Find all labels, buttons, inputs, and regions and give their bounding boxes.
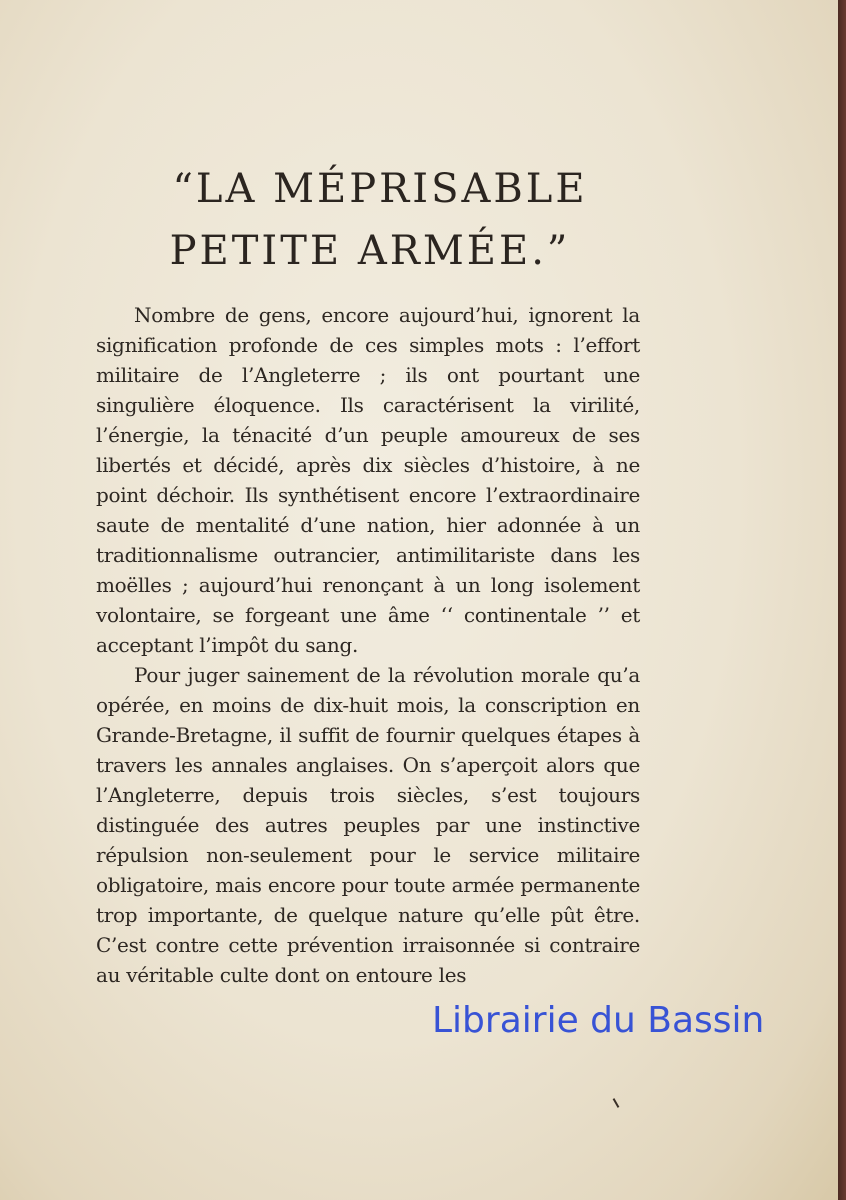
bookseller-watermark: Librairie du Bassin	[432, 1000, 765, 1041]
paragraph-1: Nombre de gens, encore aujourd’hui, ignorent la signification profonde de ces simples mots : l’effort militaire de l’Angleterre ; ils ont pourtant une singulière éloquence. Ils caractérisent la virilité, l’énergie, la ténacité d’un peuple amoureux de ses libertés et décidé, après dix siècles d’histoire, à ne point déchoir. Ils synthétisent encore l’extraordinaire saute de mentalité d’une nation, hier adonnée à un traditionnalisme outrancier, antimilitariste dans les moëlles ; aujourd’hui renonçant à un long isolement volontaire, se forgeant une âme ‘‘ continentale ’’ et acceptant l’impôt du sang.	[96, 303, 640, 657]
chapter-title-line-1: “LA MÉPRISABLE	[172, 166, 588, 212]
book-cover-edge	[838, 0, 846, 1200]
chapter-title-line-2: PETITE ARMÉE.”	[169, 228, 571, 274]
paper-speck	[613, 1098, 620, 1108]
paragraph-2: Pour juger sainement de la révolution morale qu’a opérée, en moins de dix-huit mois, la conscription en Grande-Bretagne, il suffit de fournir quelques étapes à travers les annales anglaises. On s’aperçoit alors que l’Angleterre, depuis trois siècles, s’est toujours distinguée des autres peuples par une instinctive répulsion non-seulement pour le service militaire obligatoire, mais encore pour toute armée permanente trop importante, de quelque nature qu’elle pût être. C’est contre cette prévention irraisonnée si contraire au véritable culte dont on entoure les	[96, 663, 640, 987]
body-text	[96, 300, 640, 990]
